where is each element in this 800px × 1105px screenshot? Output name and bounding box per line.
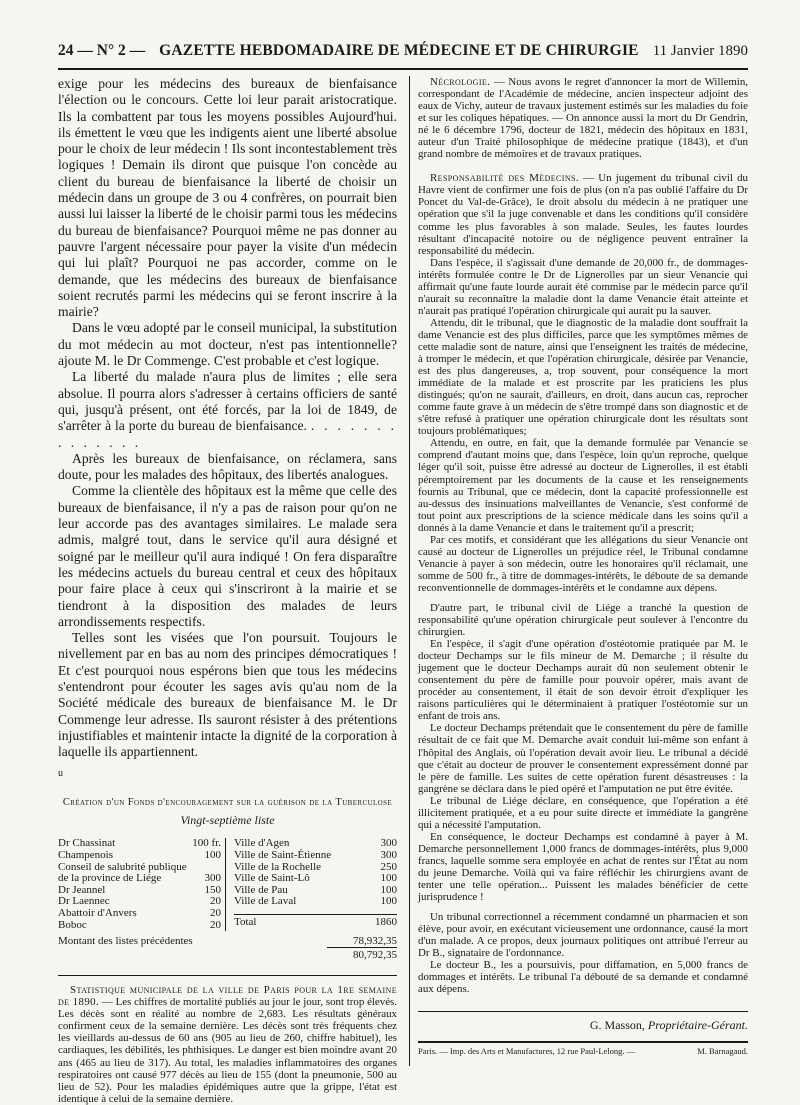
donation-row: Dr Laennec 20 xyxy=(58,895,221,908)
donation-row: Dr Chassinat 100 fr. xyxy=(58,837,221,850)
article-paragraph: Le tribunal de Liége déclare, en conséquence, que l'opération a été illicitement pratiquée, et a eu pour suite directe et immédiate la gangrène qui a nécessité l'amputation. xyxy=(418,794,748,831)
article-paragraph: Le docteur Dechamps prétendait que le consentement du père de famille résultait de ce fait que M. Demarche avait conduit lui-même son enfant à l'hôpital des Anglais, où l'opération devait avoir lieu. Le tribunal a décidé que c'était au docteur de prouver le consentement expressément donné par le père de famille. Les suites de cette opération furent désastreuses : la gangrène se déclara dans le pied opéré et l'amputation ne put être évitée. xyxy=(418,722,748,795)
donation-table xyxy=(58,838,397,931)
article-paragraph: Le docteur B., les a poursuivis, pour diffamation, en 5,000 francs de dommages et intérêts. Le tribunal l'a débouté de sa demande et condamné aux dépens. xyxy=(418,959,748,996)
necrology-paragraph: Nécrologie. — Nous avons le regret d'annoncer la mort de Willemin, correspondant de l'Académie de médecine, ancien inspecteur adjoint des eaux de Vichy, auteur de travaux justement estimés sur les maladies du foie et sur les coliques hépatiques. — On annonce aussi la mort du Dr Gendrin, né le 6 décembre 1796, docteur de 1821, médecin des hôpitaux en 1831, auteur d'un Traité philosophique de médecine pratique (1843), et d'un grand nombre de mémoires et de travaux pratiques. xyxy=(418,76,748,161)
donation-row: Champenois 100 xyxy=(58,849,221,862)
article-paragraph: Telles sont les visées que l'on poursuit. Toujours le nivellement par en bas au nom des principes démocratiques ! Et c'est pourquoi nous espérons bien que tous les médecins s'entendront pour écouter les sages avis qu'au nom de la Société médicale des bureaux de bienfaisance M. le Dr Commenge leur adresse. Ils sauront résister à des prétentions injustifiables et maintenir intacte la dignité de la corporation à laquelle ils appartiennent. xyxy=(58,630,397,760)
article-paragraph: En conséquence, le docteur Dechamps est condamné à payer à M. Demarche personnellement 1,000 francs de dommages-intérêts, plus 9,000 francs, laquelle somme sera employée en achat de rentes sur l'État au nom du jeune Demarche. Voilà qui va faire réfléchir les chirurgiens avant de tenter une telle opération... Puissent les malades bénéficier de cette jurisprudence ! xyxy=(418,830,748,904)
columns xyxy=(58,76,748,1105)
right-column xyxy=(409,76,748,1066)
donation-row: Ville de Laval 100 xyxy=(234,895,397,908)
donation-row: de la province de Liége 300 xyxy=(58,872,221,885)
donation-summary xyxy=(58,935,397,961)
donation-list-left xyxy=(58,838,226,931)
section-divider xyxy=(58,975,397,976)
signature: G. Masson, Propriétaire-Gérant. xyxy=(418,1011,748,1033)
article-paragraph: exige pour les médecins des bureaux de bienfaisance l'élection ou le concours. Cette loi leur parait aristocratique. Ils la combattent par tous les moyens possibles Aujourd'hui. ils émettent le vœu que les indigents aient une liberté absolue pour le choix de leur médecin ! Ils sont incontestablement très logiques ! Demain ils diront que puisque l'on concède au client du bureau de bienfaisance la liberté de choisir un médecin dans un groupe de 3 ou 4 confrères, on pourrait bien aussi lui laisser la liberté de le choisir parmi tous les médecins du bureau de bienfaisance? Pourquoi même ne pas donner au pauvre l'argent nécessaire pour payer la visite d'un médecin qui lui plaît? Pourquoi ne pas accorder, comme on le demande, que les médecins des bureaux de bienfaisance soient recrutés parmi les médecins qui se feront inscrire à la mairie? xyxy=(58,76,397,320)
ellipsis-dots: . . . . . . . . . . . . . . xyxy=(58,418,397,450)
donation-total-row: Total 1860 xyxy=(234,916,397,929)
article-paragraph: Comme la clientèle des hôpitaux est la même que celle des bureaux de bienfaisance, il n'y a pas de raison pour qu'on ne leur accorde pas des avantages similaires. Le malade sera admis, malgré tout, dans le service qu'il aura désigné et soigné par le meilleur qu'il aura indiqué ! On fera disparaître les médecins actuels du bureau central et ceux des hôpitaux pour faire place à ceux qui s'inscriront à la mairie et se tiendront à la disposition des malades de leurs arrondissements respectifs. xyxy=(58,483,397,629)
donation-row: Abattoir d'Anvers 20 xyxy=(58,907,221,920)
donation-row: Ville de Saint-Lô 100 xyxy=(234,872,397,885)
article-paragraph: Attendu, en outre, en fait, que la demande formulée par Venancie se comprend d'autant moins que, dans l'espèce, loin qu'un reproche, quelque léger qu'il soit, puisse être adressé au docteur de Lignerolles, il est établi péremptoirement par les documents de la cause et les renseignements fournis au Tribunal, que ce médecin, dont la capacité professionnelle est au-dessus des insinuations malveillantes de Venancie, s'est conformé de tout point aux prescriptions de la science médicale dans les soins qu'il a donnés à la dame Venancie et dans le traitement qu'il a prescrit; xyxy=(418,437,748,534)
article-paragraph: Un tribunal correctionnel a récemment condamné un pharmacien et son élève, pour avoir, en exécutant vicieusement une ordonnance, causé la mort d'un malade. A ce propos, deux journaux politiques ont attribué l'erreur au Dr B., signataire de l'ordonnance. xyxy=(418,911,748,960)
stray-mark: u xyxy=(58,768,63,780)
article-paragraph: Par ces motifs, et considérant que les allégations du sieur Venancie ont causé au docteur de Lignerolles un préjudice réel, le Tribunal condamne Venancie à payer à son médecin, outre les honoraires qu'il réclamait, une somme de 500 fr., à titre de dommages-intérêts, le déboute de sa demande reconventionnelle de dommages-intérêts et le condamne aux dépens. xyxy=(418,533,748,594)
donation-row: Ville de la Rochelle 250 xyxy=(234,860,397,873)
responsibility-heading: Responsabilité des Médecins. xyxy=(430,172,580,185)
issue-date: 11 Janvier 1890 xyxy=(652,43,748,59)
grand-total-row: 80,792,35 xyxy=(58,947,397,961)
donation-row: Ville d'Agen 300 xyxy=(234,837,397,850)
article-paragraph: Dans le vœu adopté par le conseil municipal, la substitution du mot médecin au mot docteur, n'est pas intentionnelle? ajoute M. le Dr Commenge. C'est probable et c'est logique. xyxy=(58,320,397,369)
donation-row: Conseil de salubrité publique xyxy=(58,860,187,873)
journal-title: GAZETTE HEBDOMADAIRE DE MÉDECINE ET DE CHIRURGIE xyxy=(159,42,639,59)
stats-heading: Statistique municipale de la ville de Paris pour la 1re semaine de 1890. xyxy=(58,984,397,1009)
donation-row: Ville de Saint-Étienne 300 xyxy=(234,849,397,862)
responsibility-paragraph: Responsabilité des Médecins. — Un jugement du tribunal civil du Havre vient de confirmer une fois de plus (on n'a pas oublié l'affaire du Dr Poncet du Val-de-Grâce), le droit absolu du médecin à ne pratiquer une opération que s'il la juge convenable et dans les conditions qu'il considère comme les plus favorables à son malade. Seules, les fautes lourdes résultant d'incapacité notoire ou de négligence peuvent entraîner la responsabilité du médecin. xyxy=(418,172,748,257)
article-paragraph: La liberté du malade n'aura plus de limites ; elle sera absolue. Il pourra alors s'adresser à certains officiers de santé qui, jusqu'à présent, ont été forcés, par la loi de 1849, de s'arrêter à la porte du bureau de bienfaisance. . . . . . . . . . . . . . . xyxy=(58,369,397,450)
printer-imprint: Paris. — Imp. des Arts et Manufactures, 12 rue Paul-Lelong. — M. Barnagaud. xyxy=(418,1041,748,1056)
necrology-heading: Nécrologie. xyxy=(430,76,491,88)
donation-list-right xyxy=(226,838,397,931)
article-paragraph: Après les bureaux de bienfaisance, on réclamera, sans doute, pour les malades des hôpitaux, des libertés analogues. xyxy=(58,450,397,483)
fund-subtitle: Vingt-septième liste xyxy=(180,813,275,828)
donation-row: Dr Jeannel 150 xyxy=(58,883,221,896)
page-header xyxy=(58,0,748,70)
donation-row: Ville de Pau 100 xyxy=(234,883,397,896)
left-column xyxy=(58,76,397,1105)
article-paragraph: D'autre part, le tribunal civil de Liége a tranché la question de responsabilité qu'une opération chirurgicale peut soulever à l'encontre du chirurgien. xyxy=(418,601,748,639)
article-paragraph: En l'espèce, il s'agit d'une opération d'ostéotomie pratiquée par M. le docteur Dechamps sur le fils mineur de M. Demarche ; il résulte du jugement que le docteur Dechamps aurait dû non seulement obtenir le consentement du père de famille pour pouvoir opérer, mais avant de procéder au consentement, il était de son devoir étroit d'expliquer les raisons particulières qui le déterminaient à pratiquer l'ostéotomie sur un enfant de trois ans. xyxy=(418,638,748,723)
fund-title: Création d'un Fonds d'encouragement sur la guérison de la Tuberculose xyxy=(62,797,393,809)
donation-row: Boboc 20 xyxy=(58,918,221,931)
previous-lists-row: Montant des listes précédentes 78,932,35 xyxy=(58,935,397,948)
article-paragraph: Dans l'espèce, il s'agissait d'une demande de 20,000 fr., de dommages-intérêts formulée contre le Dr de Lignerolles par un sieur Venancie qui affirmait qu'une faute lourde aurait été commise par le médecin parce qu'il n'aurait su reconnaître la maladie dont la dame Venancie était atteinte et n'aurait pas pratiqué l'opération chirurgicale qui aurait pu la sauver. xyxy=(418,256,748,317)
page-number: 24 — N° 2 — xyxy=(58,42,146,59)
stats-paragraph: Statistique municipale de la ville de Paris pour la 1re semaine de 1890. — Les chiffres de mortalité publiés au jour le jour, sont trop élevés. Les décès sont en réalité au nombre de 2,683. Les résultats généraux confirment ceux de la semaine dernière. Les décès sont très fréquents chez les vieillards au-dessus de 60 ans (905 au lieu de 260, chiffre habituel), les cardiaques, les débilités, les phthisiques. Le danger est bien moindre avant 20 ans (465 au lieu de 317). Au total, les maladies inflammatoires des organes respiratoires ont causé 977 décès au lieu de 155 (dont la pneumonie, 500 au lieu de 52). Pour les maladies épidémiques autre que la grippe, l'état est identique à celui de la semaine dernière. xyxy=(58,984,397,1105)
article-paragraph: Attendu, dit le tribunal, que le diagnostic de la maladie dont souffrait la dame Venancie est des plus difficiles, parce que les symptômes mêmes de cette maladie sont de nature, ainsi que l'enseignent les traités de médecine, à tromper le médecin, et que l'opération chirurgicale, désirée par Venancie, est des plus dangereuses, a, trop souvent, pour conséquence la mort immédiate de la malade et est proscrite par les praticiens les plus distingués; qu'on ne saurait, d'ailleurs, en droit, dans aucun cas, reprocher comme faute grave à un médecin de s'être trompé dans son diagnostic et de s'être refusé à pratiquer une opération chirurgicale dont les résultats sont toujours problématiques; xyxy=(418,316,748,438)
